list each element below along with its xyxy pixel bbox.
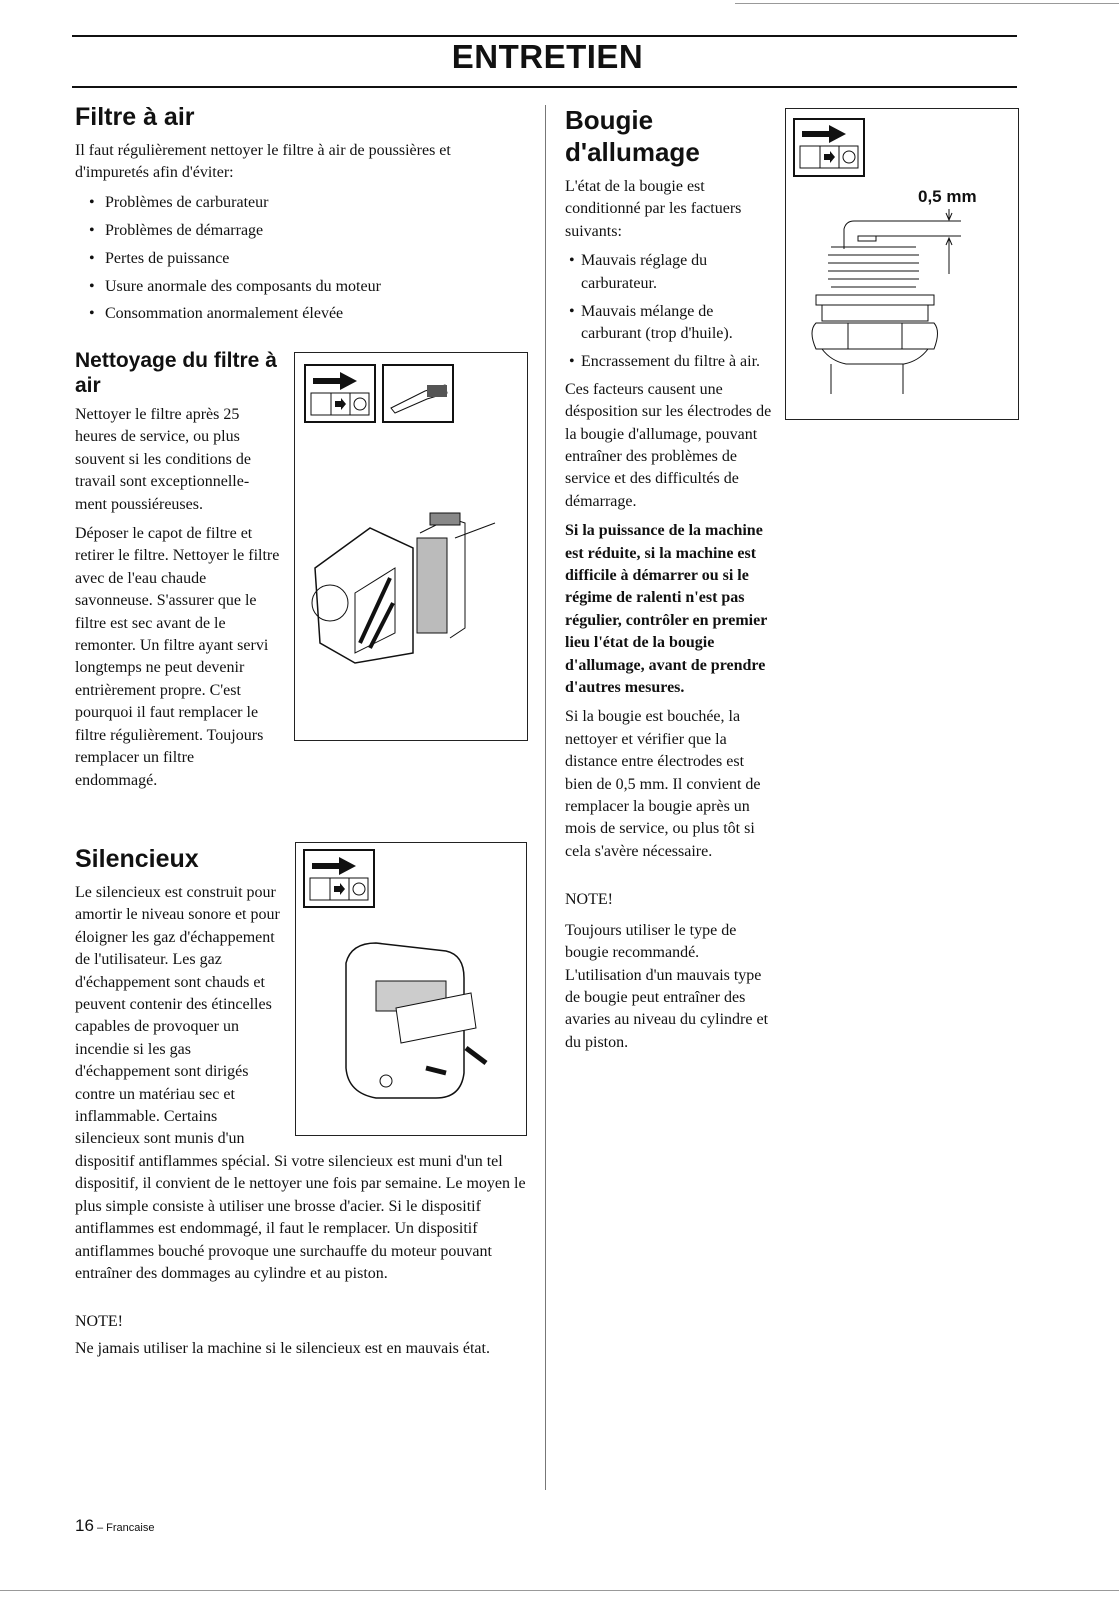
air-filter-cleaning-section xyxy=(75,348,280,799)
page-footer xyxy=(75,1516,154,1536)
header-rule-bottom xyxy=(72,86,1017,88)
arrow-icon xyxy=(312,857,356,875)
arrow-icon xyxy=(313,372,357,390)
spark-plug-paragraph-2: Si la bougie est bouchée, la nettoyer et vérifier que la distance entre électrodes est bien de 0,5 mm. Il convient de remplacer la bougie après un mois de service, ou plus tôt si cela s'avère nécessaire. xyxy=(565,708,761,860)
spark-plug-figure xyxy=(785,108,1019,420)
list-item: • Encrassement du filtre à air. xyxy=(565,351,775,373)
scan-edge xyxy=(735,3,1119,4)
muffler-figure xyxy=(295,842,527,1136)
list-item: • Problèmes de carburateur xyxy=(85,192,525,214)
list-item: • Mauvais réglage du carburateur. xyxy=(565,250,775,295)
muffler-illustration xyxy=(296,843,526,1135)
air-filter-illustration xyxy=(295,353,527,740)
muffler-note-label: NOTE! xyxy=(75,1313,123,1331)
spark-plug-section xyxy=(565,104,775,1061)
spark-plug-title: Bougie d'allumage xyxy=(565,105,700,167)
cleaning-title: Nettoyage du filtre à air xyxy=(75,349,277,397)
air-filter-section xyxy=(75,102,525,331)
muffler-title: Silencieux xyxy=(75,845,199,873)
cleaning-paragraph-2: Déposer le capot de filtre et retirer le filtre. Nettoyer le filtre avec de l'eau chaude savonneuse. S'assurer que le filtre est sec avant de le remonter. Un filtre ayant servi longtemps ne peut devenir entrièrement propre. C'est pourquoi il faut remplacer le filtre régulièrement. Toujours remplacer un filtre endommagé. xyxy=(75,525,280,789)
arrow-icon xyxy=(802,125,846,143)
air-filter-title: Filtre à air xyxy=(75,103,195,131)
air-filter-list xyxy=(85,192,525,326)
muffler-section xyxy=(75,842,527,1367)
cleaning-paragraph-1: Nettoyer le filtre après 25 heures de service, ou plus souvent si les conditions de travail sont exceptionnelle-ment poussiéreuses. xyxy=(75,406,251,513)
page-number: 16 xyxy=(75,1516,94,1535)
list-item: • Mauvais mélange de carburant (trop d'huile). xyxy=(565,301,775,346)
header-rule-top xyxy=(72,35,1017,37)
list-item: • Usure anormale des composants du moteur xyxy=(85,276,525,298)
list-item: • Consommation anormalement élevée xyxy=(85,303,525,325)
muffler-note: Ne jamais utiliser la machine si le silencieux est en mauvais état. xyxy=(75,1339,490,1357)
muffler-paragraph: Le silencieux est construit pour amortir le niveau sonore et pour éloigner les gaz d'échappement de l'utilisateur. Les gaz d'échappement sont chauds et peuvent contenir des étincelles capables de provoquer un incendie si les gas d'échappement sont dirigés contre un matériau sec et inflammable. Certains silencieux sont munis d'un dispositif antiflammes spécial. Si votre silencieux est muni d'un tel dispositif, il convient de le nettoyer une fois par semaine. Le moyen le plus simple consiste à utiliser une brosse d'acier. Si le dispositif antiflammes est endommagé, il faut le remplacer. Un dispositif antiflammes bouché provoque une surchauffe du moteur pouvant entraîner des dommages au cylindre et au piston. xyxy=(75,884,526,1282)
footer-language: – Francaise xyxy=(93,1522,155,1534)
spark-plug-paragraph-1: Ces facteurs causent une désposition sur les électrodes de la bougie d'allumage, pouvant entraîner des problèmes de service et des difficultés de démarrage. xyxy=(565,380,772,510)
spark-plug-note-label: NOTE! xyxy=(565,891,613,909)
page-title: ENTRETIEN xyxy=(451,38,644,75)
gap-label: 0,5 mm xyxy=(918,187,977,206)
spark-plug-illustration xyxy=(786,109,1018,419)
spark-plug-note: Toujours utiliser le type de bougie recommandé. L'utilisation d'un mauvais type de bougie peut entraîner des avaries au niveau du cylindre et du piston. xyxy=(565,921,769,1051)
column-divider xyxy=(545,105,546,1490)
list-item: • Problèmes de démarrage xyxy=(85,220,525,242)
scan-bottom-edge xyxy=(0,1590,1119,1591)
spark-plug-warning: Si la puissance de la machine est réduite, si la machine est difficile à démarrer ou si le régime de ralenti n'est pas régulier, contrôler en premier lieu l'état de la bougie d'allumage, avant de prendre d'autres mesures. xyxy=(565,522,768,697)
list-item: • Pertes de puissance xyxy=(85,248,525,270)
air-filter-figure xyxy=(294,352,528,741)
spark-plug-list xyxy=(565,250,775,373)
air-filter-intro: Il faut régulièrement nettoyer le filtre à air de poussières et d'impuretés afin d'éviter: xyxy=(75,142,451,182)
spark-plug-intro: L'état de la bougie est conditionné par les factuers suivants: xyxy=(565,178,742,240)
